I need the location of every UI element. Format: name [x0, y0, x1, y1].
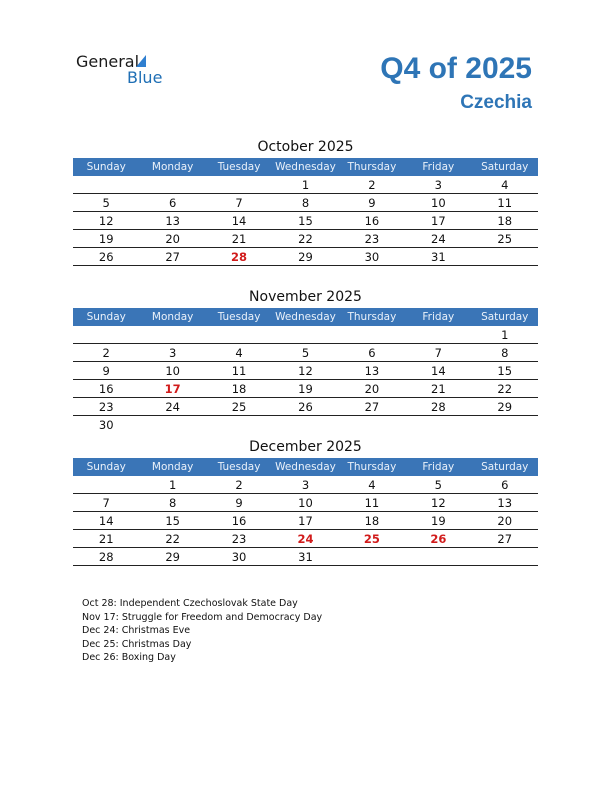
day-cell: 2 — [368, 178, 376, 192]
holiday-list — [82, 597, 322, 665]
weekday-label: Friday — [422, 161, 455, 173]
weekday-label: Monday — [151, 311, 194, 323]
day-cell: 21 — [231, 232, 247, 246]
day-cell: 1 — [501, 328, 509, 342]
month-block — [73, 286, 538, 433]
day-cell: 20 — [364, 382, 380, 396]
week-row — [73, 380, 538, 398]
day-cell — [139, 416, 205, 433]
day-cell: 5 — [102, 196, 110, 210]
day-cell: 17 — [164, 382, 181, 396]
weekday-label: Thursday — [347, 161, 397, 173]
day-cell: 4 — [235, 346, 243, 360]
day-cell: 23 — [98, 400, 114, 414]
day-cell — [472, 548, 538, 565]
day-cell: 30 — [364, 250, 380, 264]
day-cell: 8 — [301, 196, 310, 210]
weekday-label: Saturday — [481, 161, 529, 173]
day-cell: 15 — [497, 364, 513, 378]
day-cell: 5 — [301, 346, 310, 360]
day-cell: 11 — [497, 196, 513, 210]
day-cell: 24 — [297, 532, 314, 546]
day-cell: 30 — [231, 550, 247, 564]
weekday-label: Sunday — [86, 461, 126, 473]
day-cell: 28 — [231, 250, 248, 264]
day-cell: 27 — [364, 400, 380, 414]
day-cell: 17 — [298, 514, 313, 528]
day-cell: 14 — [231, 214, 247, 228]
day-cell: 29 — [298, 250, 313, 264]
day-cell: 23 — [364, 232, 380, 246]
day-cell: 26 — [298, 400, 313, 414]
day-cell: 15 — [165, 514, 180, 528]
day-cell — [272, 416, 338, 433]
weekday-header — [73, 158, 538, 176]
weekday-label: Wednesday — [275, 311, 336, 323]
generalblue-logo — [76, 52, 176, 88]
week-row — [73, 344, 538, 362]
day-cell: 7 — [102, 496, 110, 510]
day-cell: 28 — [431, 400, 446, 414]
day-cell — [73, 176, 139, 193]
logo-word-general: General — [76, 52, 140, 71]
day-cell: 12 — [298, 364, 313, 378]
day-cell — [339, 326, 405, 343]
day-cell: 14 — [431, 364, 446, 378]
day-cell: 25 — [363, 532, 380, 546]
week-row — [73, 176, 538, 194]
day-cell: 5 — [434, 478, 442, 492]
day-cell: 26 — [430, 532, 447, 546]
day-cell: 12 — [98, 214, 114, 228]
day-cell — [139, 326, 205, 343]
day-cell: 6 — [368, 346, 376, 360]
week-row — [73, 512, 538, 530]
day-cell: 31 — [298, 550, 313, 564]
day-cell: 6 — [501, 478, 509, 492]
day-cell: 3 — [301, 478, 310, 492]
weekday-label: Tuesday — [217, 161, 261, 173]
week-row — [73, 416, 538, 433]
day-cell: 30 — [98, 418, 114, 432]
day-cell — [405, 416, 471, 433]
day-cell: 2 — [102, 346, 110, 360]
day-cell: 6 — [168, 196, 177, 210]
weekday-label: Sunday — [86, 161, 126, 173]
month-title: October 2025 — [257, 139, 354, 155]
day-cell: 29 — [497, 400, 513, 414]
day-cell: 9 — [102, 364, 110, 378]
day-cell: 21 — [98, 532, 114, 546]
day-cell: 9 — [368, 196, 376, 210]
day-cell: 14 — [98, 514, 114, 528]
day-cell: 13 — [165, 214, 180, 228]
day-cell: 13 — [497, 496, 513, 510]
day-cell: 7 — [235, 196, 243, 210]
day-cell: 4 — [368, 478, 376, 492]
weekday-label: Sunday — [86, 311, 126, 323]
day-cell — [206, 326, 272, 343]
day-cell: 1 — [168, 478, 177, 492]
week-row — [73, 476, 538, 494]
day-cell — [73, 326, 139, 343]
day-cell: 11 — [364, 496, 380, 510]
weekday-label: Wednesday — [275, 161, 336, 173]
weekday-header — [73, 308, 538, 326]
weekday-label: Monday — [151, 161, 194, 173]
day-cell: 24 — [431, 232, 446, 246]
month-block — [73, 436, 538, 566]
country-name: Czechia — [460, 92, 532, 113]
month-title: December 2025 — [249, 439, 362, 455]
day-cell: 1 — [301, 178, 310, 192]
holiday-list-item: Dec 24: Christmas Eve — [82, 625, 191, 636]
weekday-label: Thursday — [347, 461, 397, 473]
day-cell: 16 — [98, 382, 114, 396]
day-cell: 19 — [98, 232, 114, 246]
week-row — [73, 494, 538, 512]
day-cell: 10 — [431, 196, 446, 210]
logo-triangle-icon — [136, 55, 146, 67]
day-cell: 2 — [235, 478, 243, 492]
day-cell — [139, 176, 205, 193]
day-cell — [405, 548, 471, 565]
day-cell — [472, 416, 538, 433]
holiday-list-item: Dec 26: Boxing Day — [82, 652, 176, 663]
day-cell: 10 — [298, 496, 313, 510]
day-cell: 22 — [298, 232, 313, 246]
weekday-label: Monday — [151, 461, 194, 473]
month-title: November 2025 — [249, 289, 362, 305]
week-row — [73, 548, 538, 566]
day-cell: 28 — [98, 550, 114, 564]
day-cell: 23 — [231, 532, 247, 546]
day-cell: 26 — [98, 250, 114, 264]
day-cell: 20 — [497, 514, 513, 528]
week-row — [73, 248, 538, 266]
weekday-label: Tuesday — [217, 461, 261, 473]
weekday-header — [73, 458, 538, 476]
day-cell — [206, 176, 272, 193]
week-row — [73, 194, 538, 212]
day-cell — [472, 248, 538, 265]
quarter-title: Q4 of 2025 — [380, 52, 532, 85]
day-cell: 3 — [168, 346, 177, 360]
day-cell: 17 — [431, 214, 446, 228]
day-cell: 19 — [431, 514, 446, 528]
day-cell — [339, 548, 405, 565]
day-cell: 25 — [231, 400, 247, 414]
day-cell: 25 — [497, 232, 513, 246]
day-cell: 22 — [165, 532, 180, 546]
day-cell: 31 — [431, 250, 446, 264]
day-cell: 4 — [501, 178, 509, 192]
week-row — [73, 530, 538, 548]
day-cell: 18 — [364, 514, 380, 528]
day-cell — [73, 476, 139, 493]
day-cell: 16 — [231, 514, 247, 528]
week-row — [73, 398, 538, 416]
day-cell: 15 — [298, 214, 313, 228]
day-cell — [339, 416, 405, 433]
day-cell: 18 — [231, 382, 247, 396]
day-cell — [206, 416, 272, 433]
day-cell: 19 — [298, 382, 313, 396]
day-cell — [272, 326, 338, 343]
month-block — [73, 136, 538, 266]
day-cell: 21 — [431, 382, 446, 396]
day-cell — [405, 326, 471, 343]
weekday-label: Friday — [422, 311, 455, 323]
logo-word-blue: Blue — [127, 68, 163, 87]
weekday-label: Tuesday — [217, 311, 261, 323]
weekday-label: Saturday — [481, 461, 529, 473]
day-cell: 12 — [431, 496, 446, 510]
week-row — [73, 362, 538, 380]
weekday-label: Wednesday — [275, 461, 336, 473]
week-row — [73, 230, 538, 248]
day-cell: 16 — [364, 214, 380, 228]
day-cell: 24 — [165, 400, 180, 414]
day-cell: 10 — [165, 364, 180, 378]
weekday-label: Saturday — [481, 311, 529, 323]
day-cell: 8 — [501, 346, 509, 360]
day-cell: 29 — [165, 550, 180, 564]
day-cell: 11 — [231, 364, 247, 378]
day-cell: 8 — [168, 496, 177, 510]
day-cell: 27 — [497, 532, 513, 546]
holiday-list-item: Nov 17: Struggle for Freedom and Democracy Day — [82, 611, 323, 623]
day-cell: 20 — [165, 232, 180, 246]
week-row — [73, 326, 538, 344]
holiday-list-item: Dec 25: Christmas Day — [82, 638, 192, 650]
weekday-label: Friday — [422, 461, 455, 473]
day-cell: 22 — [497, 382, 513, 396]
holiday-list-item: Oct 28: Independent Czechoslovak State Day — [82, 598, 298, 609]
day-cell: 7 — [434, 346, 442, 360]
day-cell: 3 — [434, 178, 442, 192]
day-cell: 18 — [497, 214, 513, 228]
day-cell: 27 — [165, 250, 180, 264]
week-row — [73, 212, 538, 230]
weekday-label: Thursday — [347, 311, 397, 323]
day-cell: 13 — [364, 364, 380, 378]
day-cell: 9 — [235, 496, 243, 510]
